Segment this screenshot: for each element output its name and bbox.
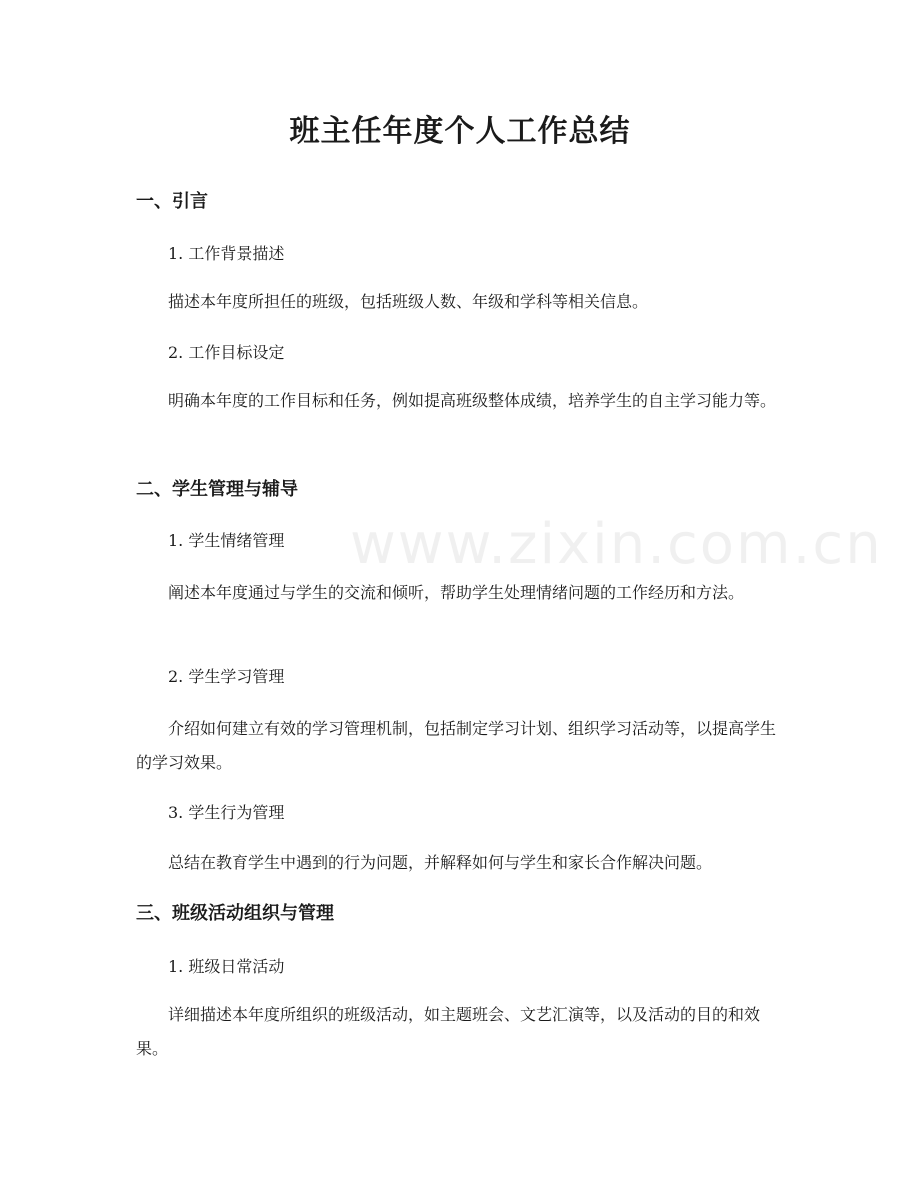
section-heading-student-management: 二、学生管理与辅导 [136,479,298,500]
subheading-emotion-management: 1. 学生情绪管理 [168,531,285,550]
paragraph-daily-activities: 详细描述本年度所组织的班级活动，如主题班会、文艺汇演等，以及活动的目的和效果。 [136,1005,761,1058]
document-title: 班主任年度个人工作总结 [289,114,631,149]
paragraph-study-management: 介绍如何建立有效的学习管理机制，包括制定学习计划、组织学习活动等，以提高学生的学习效果。 [136,719,777,772]
section-heading-intro: 一、引言 [136,191,208,212]
paragraph-emotion-management: 阐述本年度通过与学生的交流和倾听，帮助学生处理情绪问题的工作经历和方法。 [168,583,745,602]
subheading-work-goals: 2. 工作目标设定 [168,343,285,362]
subheading-daily-activities: 1. 班级日常活动 [168,957,285,976]
subheading-work-background: 1. 工作背景描述 [168,244,285,263]
watermark: www.zixin.com.cn [350,512,883,577]
paragraph-work-goals: 明确本年度的工作目标和任务，例如提高班级整体成绩，培养学生的自主学习能力等。 [168,391,777,410]
paragraph-work-background: 描述本年度所担任的班级，包括班级人数、年级和学科等相关信息。 [168,292,649,311]
subheading-study-management: 2. 学生学习管理 [168,667,285,686]
section-heading-class-activities: 三、班级活动组织与管理 [136,903,334,924]
paragraph-behavior-management: 总结在教育学生中遇到的行为问题，并解释如何与学生和家长合作解决问题。 [168,853,713,872]
subheading-behavior-management: 3. 学生行为管理 [168,803,285,822]
